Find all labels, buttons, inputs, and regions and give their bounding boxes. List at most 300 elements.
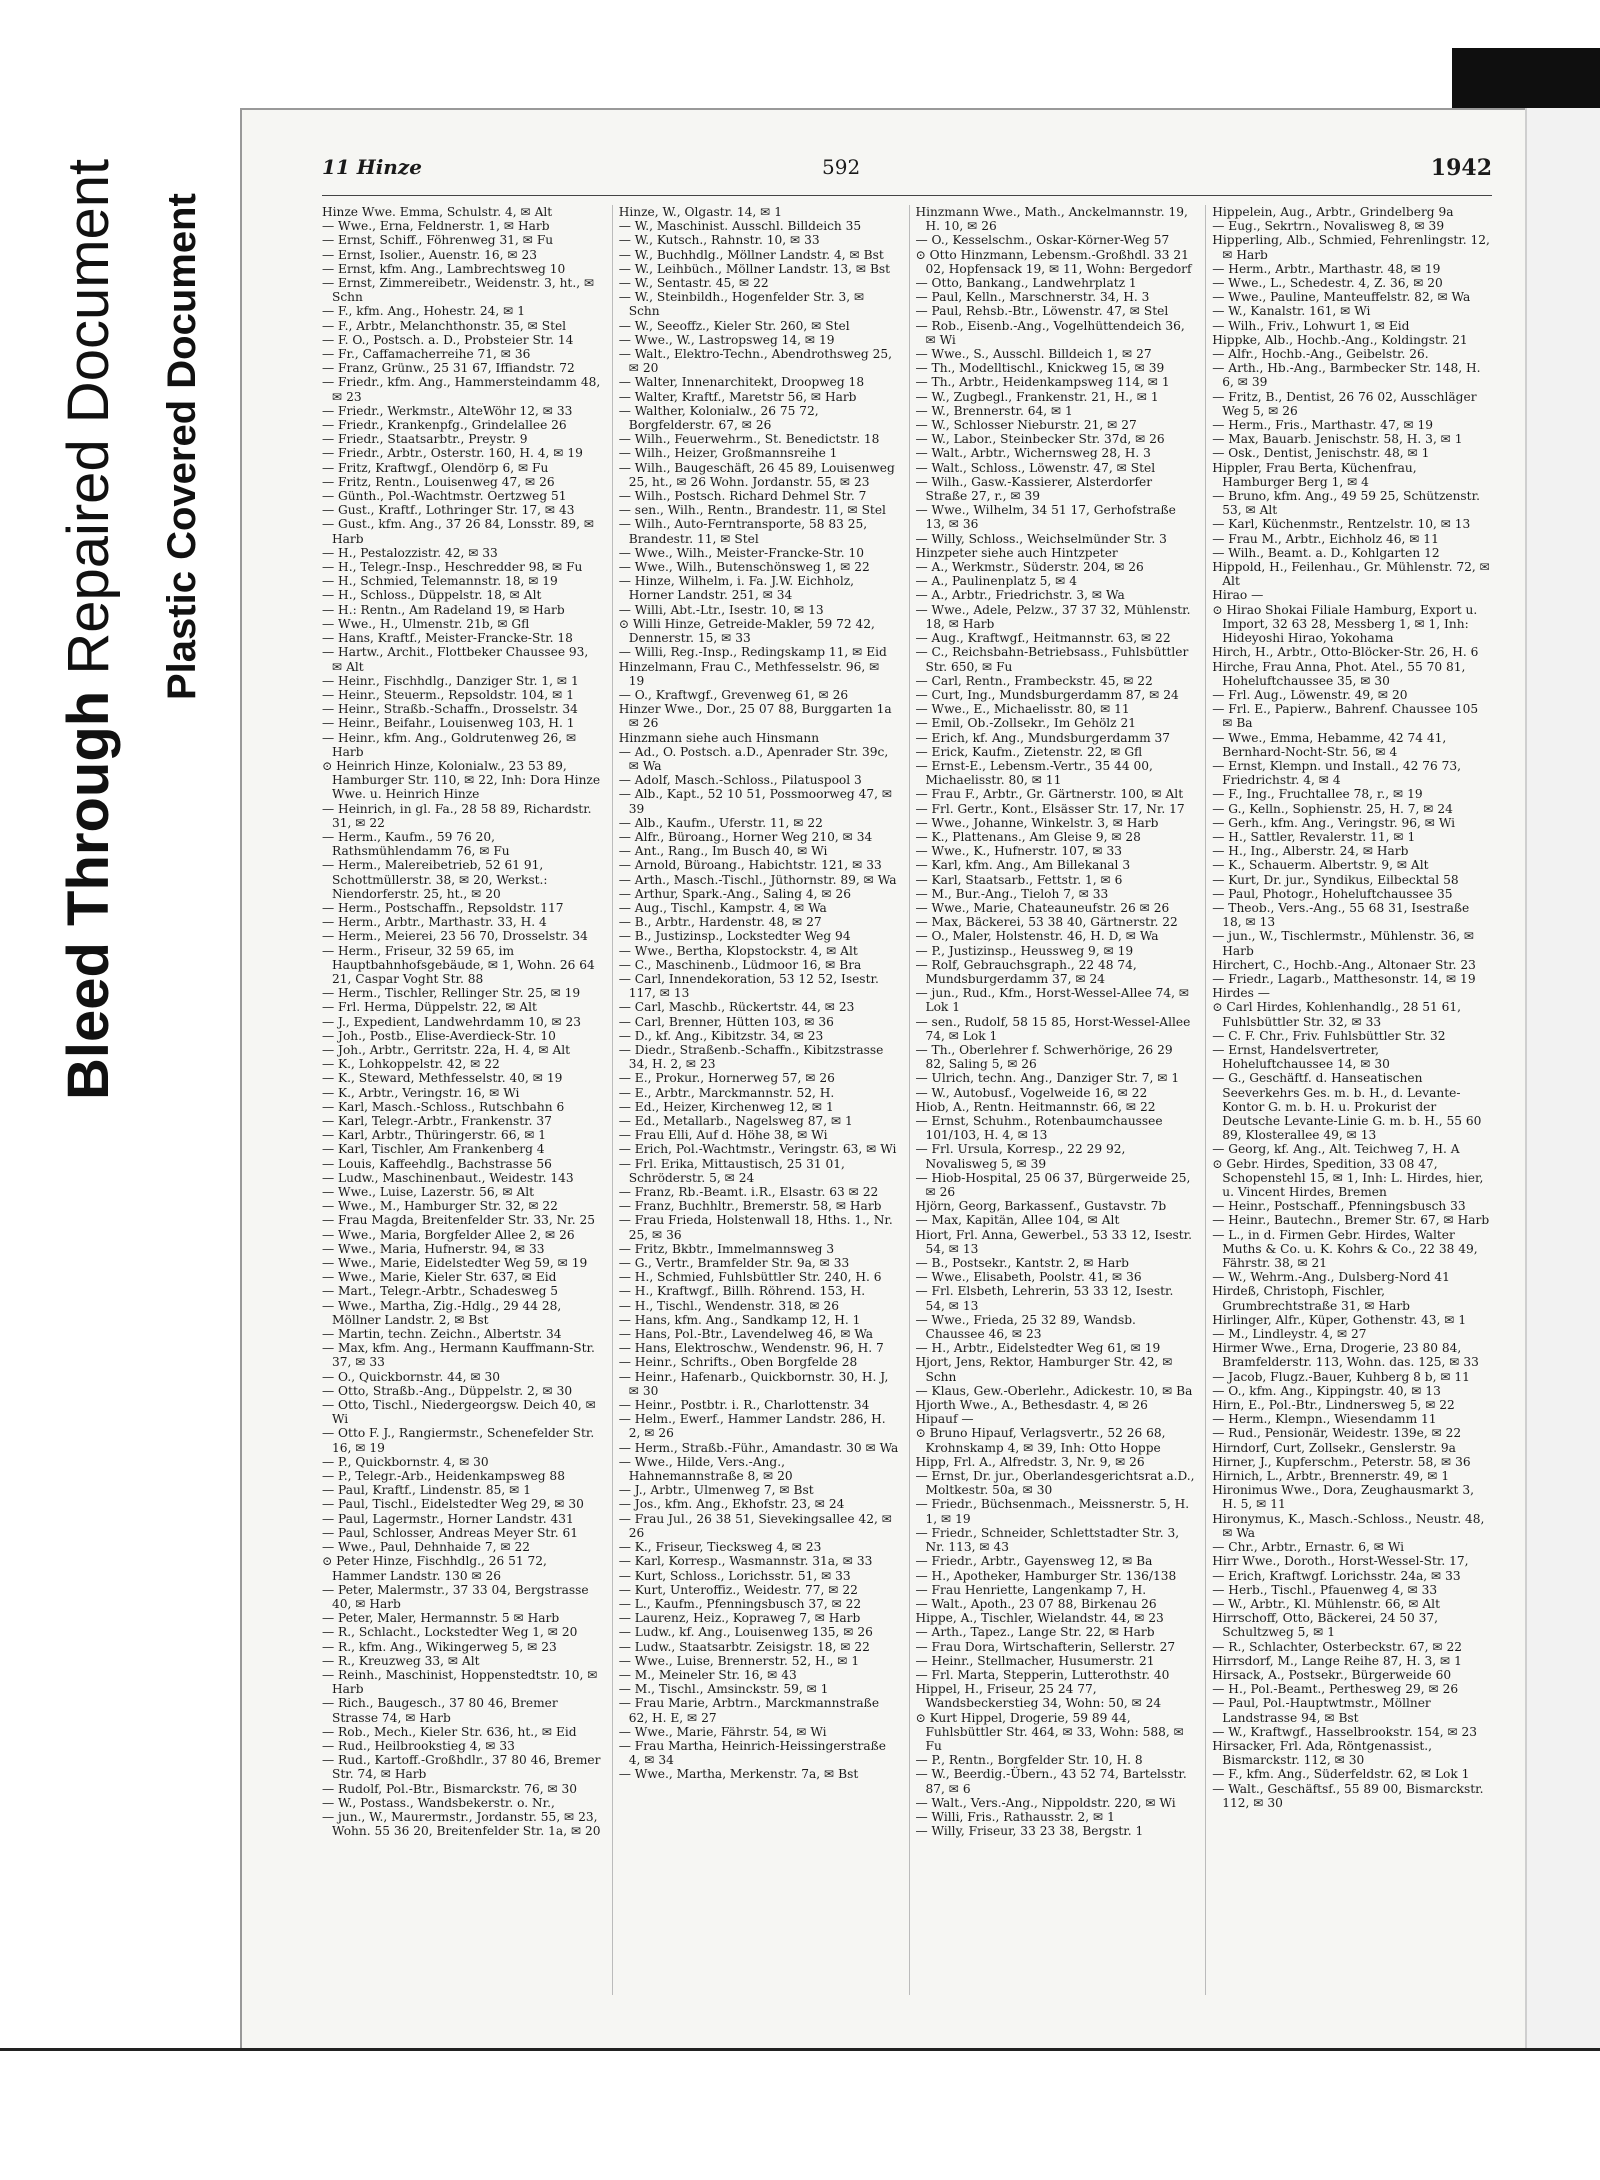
directory-entry: — Karl, Küchenmstr., Rentzelstr. 10, ✉ 13 <box>1212 517 1471 532</box>
directory-entry: — jun., W., Maurermstr., Jordanstr. 55, ✉ 23, Wohn. 55 36 20, Breitenfelder Str. 1a, ✉ 20 <box>322 1809 601 1839</box>
directory-entry: — Frau Marie, Arbtrn., Marckmannstraße 62, H. E, ✉ 27 <box>618 1696 880 1725</box>
directory-entry: — Wwe., S., Ausschl. Billdeich 1, ✉ 27 <box>915 347 1152 362</box>
directory-entry: Hirchert, C., Hochb.-Ang., Altonaer Str. 23 <box>1212 957 1476 972</box>
directory-entry: — Rud., Heilbrookstieg 4, ✉ 33 <box>322 1738 515 1753</box>
directory-entry: — Hinze, Wilhelm, i. Fa. J.W. Eichholz, Horner Landstr. 251, ✉ 34 <box>618 574 855 603</box>
directory-entry: — O., Quickbornstr. 44, ✉ 30 <box>322 1369 500 1384</box>
directory-entry: — Max, Bauarb. Jenischstr. 58, H. 3, ✉ 1 <box>1212 432 1463 447</box>
directory-entry: — Karl, kfm. Ang., Am Billekanal 3 <box>915 858 1131 873</box>
directory-entry: — Aug., Kraftwgf., Heitmannstr. 63, ✉ 22 <box>915 631 1171 646</box>
directory-entry: — Carl, Brenner, Hütten 103, ✉ 36 <box>618 1014 834 1029</box>
directory-entry: — Klaus, Gew.-Oberlehr., Adickestr. 10, ✉ Ba <box>915 1383 1193 1398</box>
directory-entry: — H., Schmied, Telemannstr. 18, ✉ 19 <box>322 574 558 589</box>
directory-entry: Hinzelmann, Frau C., Methfesselstr. 96, ✉ 19 <box>618 659 880 688</box>
directory-entry: ⊙ Hirao Shokai Filiale Hamburg, Export u. Import, 32 63 28, Messberg 1, ✉ 1, Inh: Hideyoshi Hirao, Yokohama <box>1212 602 1478 646</box>
directory-entry: — C., Reichsbahn-Betriebsass., Fuhlsbüttler Str. 650, ✉ Fu <box>915 645 1189 674</box>
directory-entry: — B., Postsekr., Kantstr. 2, ✉ Harb <box>915 1256 1129 1271</box>
directory-entry: — Max, kfm. Ang., Hermann Kauffmann-Str. 37, ✉ 33 <box>322 1341 595 1370</box>
directory-entry: — R., Kreuzweg 33, ✉ Alt <box>322 1653 480 1668</box>
directory-entry: — Paul, Kraftf., Lindenstr. 85, ✉ 1 <box>322 1483 531 1498</box>
directory-entry: — O., kfm. Ang., Kippingstr. 40, ✉ 13 <box>1212 1383 1441 1398</box>
directory-entry: — Kurt, Schloss., Lorichsstr. 51, ✉ 33 <box>618 1568 851 1583</box>
directory-entry: Hinzmann siehe auch Hinsmann <box>618 730 820 745</box>
directory-entry: — D., kf. Ang., Kibitzstr. 34, ✉ 23 <box>618 1028 824 1043</box>
directory-entry: — Ant., Rang., Im Busch 40, ✉ Wi <box>618 844 828 859</box>
directory-entry: — Wwe., Wilh., Butenschönsweg 1, ✉ 22 <box>618 560 870 575</box>
directory-entry: — G., Kelln., Sophienstr. 25, H. 7, ✉ 24 <box>1212 801 1453 816</box>
directory-entry: — Peter, Maler, Hermannstr. 5 ✉ Harb <box>322 1611 560 1626</box>
directory-entry: — W., Beerdig.-Übern., 43 52 74, Bartelsstr. 87, ✉ 6 <box>915 1767 1187 1796</box>
directory-entry: — Fritz, Rentn., Louisenweg 47, ✉ 26 <box>322 474 555 489</box>
directory-entry: — Frau F., Arbtr., Gr. Gärtnerstr. 100, ✉ Alt <box>915 787 1184 802</box>
directory-entry: — Wwe., Emma, Hebamme, 42 74 41, Bernhard-Nocht-Str. 56, ✉ 4 <box>1212 730 1447 759</box>
directory-entry: — Chr., Arbtr., Ernastr. 6, ✉ Wi <box>1212 1540 1405 1555</box>
directory-entry: — W., Wehrm.-Ang., Dulsberg-Nord 41 <box>1212 1270 1450 1285</box>
directory-entry: — Wwe., Elisabeth, Poolstr. 41, ✉ 36 <box>915 1270 1142 1285</box>
top-margin <box>0 0 1600 48</box>
directory-entry: — H., Arbtr., Eidelstedter Weg 61, ✉ 19 <box>915 1341 1161 1356</box>
directory-entry: — A., Werkmstr., Süderstr. 204, ✉ 26 <box>915 560 1144 575</box>
directory-entry: — Wwe., L., Schedestr. 4, Z. 36, ✉ 20 <box>1212 276 1443 291</box>
directory-entry: Hiob, A., Rentn. Heitmannstr. 66, ✉ 22 <box>915 1099 1156 1114</box>
directory-entry: — G., Geschäftf. d. Hanseatischen Seeverkehrs Ges. m. b. H., d. Levante-Kontor G. m. b. H. u. Prokurist der Deutsche Levante-Linie G. m. b. H., 55 60 89, Klosterallee 49, ✉ 13 <box>1212 1071 1482 1143</box>
directory-entry: — O., Kraftwgf., Grevenweg 61, ✉ 26 <box>618 687 849 702</box>
directory-entry: — Fritz, Kraftwgf., Olendörp 6, ✉ Fu <box>322 460 549 475</box>
directory-entry: — Wilh., Heizer, Großmannsreihe 1 <box>618 446 838 461</box>
directory-entry: — Wwe., K., Hufnerstr. 107, ✉ 33 <box>915 844 1122 859</box>
directory-entry: — Heinr., Steuerm., Repsoldstr. 104, ✉ 1 <box>322 687 575 702</box>
scan-black-corner <box>1452 48 1600 110</box>
directory-entry: Hirndorf, Curt, Zollsekr., Genslerstr. 9a <box>1212 1440 1456 1455</box>
directory-entry: — Herm., Friseur, 32 59 65, im Hauptbahnhofsgebäude, ✉ 1, Wohn. 26 64 21, Caspar Voght Str. 88 <box>322 943 595 986</box>
directory-entry: — Karl, Korresp., Wasmannstr. 31a, ✉ 33 <box>618 1554 873 1569</box>
directory-entry: Hirdeß, Christoph, Fischler, Grumbrechtstraße 31, ✉ Harb <box>1212 1284 1410 1313</box>
directory-entry: — Günth., Pol.-Wachtmstr. Oertzweg 51 <box>322 489 567 504</box>
directory-entry: — Herm., Arbtr., Marthastr. 48, ✉ 19 <box>1212 261 1441 276</box>
directory-entry: — Friedr., Krankenpfg., Grindelallee 26 <box>322 418 567 433</box>
directory-entry: — M., Lindleystr. 4, ✉ 27 <box>1212 1327 1367 1342</box>
directory-entry: — Curt, Ing., Mundsburgerdamm 87, ✉ 24 <box>915 687 1179 702</box>
directory-entry: — Willy, Friseur, 33 23 38, Bergstr. 1 <box>915 1824 1144 1839</box>
directory-entry: — Ed., Heizer, Kirchenweg 12, ✉ 1 <box>618 1099 834 1114</box>
directory-entry: — Kurt, Unteroffiz., Weidestr. 77, ✉ 22 <box>618 1582 858 1597</box>
directory-entry: — Kurt, Dr. jur., Syndikus, Eilbecktal 58 <box>1212 872 1459 887</box>
directory-entry: Hirdes — <box>1212 986 1270 1001</box>
directory-entry: — Frau Henriette, Langenkamp 7, H. <box>915 1582 1147 1597</box>
directory-entry: — H., Schmied, Fuhlsbüttler Str. 240, H. 6 <box>618 1270 882 1285</box>
directory-entry: — Theob., Vers.-Ang., 55 68 31, Isestraße 18, ✉ 13 <box>1212 900 1470 930</box>
directory-entry: Hjort, Jens, Rektor, Hamburger Str. 42, ✉ Schn <box>915 1355 1173 1384</box>
directory-entry: — Ernst, kfm. Ang., Lambrechtsweg 10 <box>322 261 566 276</box>
directory-entry: — Frau Magda, Breitenfelder Str. 33, Nr. 25 <box>322 1213 596 1228</box>
directory-entry: — Wilh., Gasw.-Kassierer, Alsterdorfer Straße 27, r., ✉ 39 <box>915 474 1153 504</box>
directory-entry: — Wwe., Marie, Fährstr. 54, ✉ Wi <box>618 1724 827 1739</box>
bottom-margin <box>0 2048 1600 2180</box>
directory-entry: — Alfr., Hochb.-Ang., Geibelstr. 26. <box>1212 347 1429 362</box>
directory-entry: — P., Telegr.-Arb., Heidenkampsweg 88 <box>322 1469 565 1484</box>
directory-entry: — W., Steinbildh., Hogenfelder Str. 3, ✉ Schn <box>618 290 865 319</box>
directory-entry: Hirmer Wwe., Erna, Drogerie, 23 80 84, Bramfelderstr. 113, Wohn. das. 125, ✉ 33 <box>1212 1341 1479 1370</box>
directory-entry: — Karl, Masch.-Schloss., Rutschbahn 6 <box>322 1099 565 1114</box>
directory-entry: — Mart., Telegr.-Arbtr., Schadesweg 5 <box>322 1284 559 1299</box>
directory-entry: Hippler, Frau Berta, Küchenfrau, Hamburger Berg 1, ✉ 4 <box>1212 460 1417 489</box>
directory-entry: Hirch, H., Arbtr., Otto-Blöcker-Str. 26, H. 6 <box>1212 645 1479 660</box>
directory-entry: — H., Kraftwgf., Billh. Röhrend. 153, H. <box>618 1284 866 1299</box>
directory-entry: — Rob., Mech., Kieler Str. 636, ht., ✉ Eid <box>322 1724 577 1739</box>
directory-entry: — Joh., Postb., Elise-Averdieck-Str. 10 <box>322 1028 556 1043</box>
directory-entry: — Wwe., Johanne, Winkelstr. 3, ✉ Harb <box>915 815 1159 830</box>
directory-entry: ⊙ Gebr. Hirdes, Spedition, 33 08 47, Schopenstehl 15, ✉ 1, Inh: L. Hirdes, hier, u. Vincent Hirdes, Bremen <box>1212 1156 1484 1200</box>
column-1 <box>322 205 602 1995</box>
directory-entry: Hinzpeter siehe auch Hintzpeter <box>915 545 1118 560</box>
directory-entry: — W., Kanalstr. 161, ✉ Wi <box>1212 304 1371 319</box>
directory-entry: — Otto F. J., Rangiermstr., Schenefelder Str. 16, ✉ 19 <box>322 1426 595 1455</box>
directory-entry: — Rolf, Gebrauchsgraph., 22 48 74, Mundsburgerdamm 37, ✉ 24 <box>915 957 1137 986</box>
directory-entry: Hirn, E., Pol.-Btr., Lindnersweg 5, ✉ 22 <box>1212 1398 1455 1413</box>
directory-entry: — Louis, Kaffeehdlg., Bachstrasse 56 <box>322 1156 552 1171</box>
directory-entry: — W., Buchhdlg., Möllner Landstr. 4, ✉ Bst <box>618 247 884 262</box>
directory-entry: — H., Ing., Alberstr. 24, ✉ Harb <box>1212 844 1409 859</box>
directory-entry: — Ludw., Staatsarbtr. Zeisigstr. 18, ✉ 22 <box>618 1639 870 1654</box>
directory-entry: — Aug., Tischl., Kampstr. 4, ✉ Wa <box>618 900 827 915</box>
directory-entry: — Fritz, B., Dentist, 26 76 02, Ausschläger Weg 5, ✉ 26 <box>1212 389 1477 418</box>
directory-entry: — Heinrich, in gl. Fa., 28 58 89, Richardstr. 31, ✉ 22 <box>322 801 592 830</box>
directory-entry: — Adolf, Masch.-Schloss., Pilatuspool 3 <box>618 773 862 788</box>
directory-entry: — Frau Dora, Wirtschafterin, Sellerstr. 27 <box>915 1639 1176 1654</box>
directory-entry: — W., Kutsch., Rahnstr. 10, ✉ 33 <box>618 233 820 248</box>
directory-entry: — E., Arbtr., Marckmannstr. 52, H. <box>618 1085 835 1100</box>
directory-entry: — Wwe., Bertha, Klopstockstr. 4, ✉ Alt <box>618 943 858 958</box>
directory-entry: — B., Arbtr., Hardenstr. 48, ✉ 27 <box>618 915 822 930</box>
directory-entry: — Heinr., Beifahr., Louisenweg 103, H. 1 <box>322 716 575 731</box>
directory-entry: — W., Autobusf., Vogelweide 16, ✉ 22 <box>915 1085 1148 1100</box>
directory-entry: — Frl. Aug., Löwenstr. 49, ✉ 20 <box>1212 687 1408 702</box>
plastic-covered-label: Plastic Covered Document <box>160 193 204 700</box>
directory-entry: — Herm., Arbtr., Marthastr. 33, H. 4 <box>322 915 547 930</box>
directory-entry: — jun., W., Tischlermstr., Mühlenstr. 36, ✉ Harb <box>1212 929 1475 958</box>
directory-entry: — Heinr., Schrifts., Oben Borgfelde 28 <box>618 1355 858 1370</box>
directory-entry: — K., Schauerm. Albertstr. 9, ✉ Alt <box>1212 858 1429 873</box>
directory-entry: — K., Friseur, Tiecksweg 4, ✉ 23 <box>618 1540 822 1555</box>
directory-entry: — Wwe., E., Michaelisstr. 80, ✉ 11 <box>915 702 1130 717</box>
directory-entry: — Wwe., Wilhelm, 34 51 17, Gerhofstraße 13, ✉ 36 <box>915 503 1176 532</box>
directory-entry: — Th., Arbtr., Heidenkampsweg 114, ✉ 1 <box>915 375 1170 390</box>
directory-entry: — Wwe., Marie, Kieler Str. 637, ✉ Eid <box>322 1270 557 1285</box>
directory-entry: — H., Pol.-Beamt., Perthesweg 29, ✉ 26 <box>1212 1682 1459 1697</box>
directory-entry: — Herm., Postschaffn., Repsoldstr. 117 <box>322 900 564 915</box>
directory-entry: — Willi, Fris., Rathausstr. 2, ✉ 1 <box>915 1809 1115 1824</box>
directory-entry: — Franz, Buchhltr., Bremerstr. 58, ✉ Harb <box>618 1199 882 1214</box>
directory-entry: — Wwe., Hilde, Vers.-Ang., Hahnemannstraße 8, ✉ 20 <box>618 1454 793 1484</box>
directory-entry: — Ernst-E., Lebensm.-Vertr., 35 44 00, Michaelisstr. 80, ✉ 11 <box>915 758 1153 788</box>
directory-entry: — Walt., Schloss., Löwenstr. 47, ✉ Stel <box>915 460 1156 475</box>
directory-entry: — Wwe., Frieda, 25 32 89, Wandsb. Chaussee 46, ✉ 23 <box>915 1312 1136 1342</box>
directory-entry: Hinzmann Wwe., Math., Anckelmannstr. 19, H. 10, ✉ 26 <box>915 205 1188 234</box>
directory-entry: — M., Bur.-Ang., Tieloh 7, ✉ 33 <box>915 886 1109 901</box>
directory-entry: — Karl, Tischler, Am Frankenberg 4 <box>322 1142 545 1157</box>
directory-entry: — Arth., Tapez., Lange Str. 22, ✉ Harb <box>915 1625 1155 1640</box>
directory-entry: Hironimus Wwe., Dora, Zeughausmarkt 3, H. 5, ✉ 11 <box>1212 1483 1474 1512</box>
directory-entry: — Frl. Erika, Mittaustisch, 25 31 01, Schröderstr. 5, ✉ 24 <box>618 1156 845 1185</box>
directory-entry: — Frau Martha, Heinrich-Heissingerstraße 4, ✉ 34 <box>618 1738 886 1768</box>
directory-entry: Hippke, Alb., Hochb.-Ang., Koldingstr. 21 <box>1212 332 1468 347</box>
directory-entry: — Ludw., kf. Ang., Louisenweg 135, ✉ 26 <box>618 1625 873 1640</box>
directory-entry: Hirr Wwe., Doroth., Horst-Wessel-Str. 17, <box>1212 1554 1469 1569</box>
directory-entry: — Willi, Abt.-Ltr., Isestr. 10, ✉ 13 <box>618 602 824 617</box>
directory-entry: — H., Schloss., Düppelstr. 18, ✉ Alt <box>322 588 542 603</box>
directory-entry: — Hans, Elektroschw., Wendenstr. 96, H. 7 <box>618 1341 884 1356</box>
directory-entry: — F., kfm. Ang., Süderfeldstr. 62, ✉ Lok 1 <box>1212 1767 1470 1782</box>
directory-entry: — Hans, kfm. Ang., Sandkamp 12, H. 1 <box>618 1312 861 1327</box>
directory-entry: — Carl, Maschb., Rückertstr. 44, ✉ 23 <box>618 1000 855 1015</box>
directory-entry: — Wwe., Martha, Merkenstr. 7a, ✉ Bst <box>618 1767 859 1782</box>
directory-entry: — O., Kesselschm., Oskar-Körner-Weg 57 <box>915 233 1170 248</box>
directory-entry: — Frl. Herma, Düppelstr. 22, ✉ Alt <box>322 1000 537 1015</box>
directory-entry: — Gust., Kraftf., Lothringer Str. 17, ✉ 43 <box>322 503 575 518</box>
directory-columns <box>322 205 1492 1995</box>
directory-entry: — Alb., Kapt., 52 10 51, Possmoorweg 47, ✉ 39 <box>618 787 893 816</box>
directory-entry: — Heinr., Stellmacher, Husumerstr. 21 <box>915 1653 1155 1668</box>
directory-entry: — C. F. Chr., Friv. Fuhlsbüttler Str. 32 <box>1212 1028 1446 1043</box>
directory-entry: — Wwe., Erna, Feldnerstr. 1, ✉ Harb <box>322 219 550 234</box>
directory-entry: — Ernst, Zimmereibetr., Weidenstr. 3, ht., ✉ Schn <box>322 276 595 305</box>
directory-entry: — W., Kraftwgf., Hasselbrookstr. 154, ✉ 23 <box>1212 1724 1478 1739</box>
directory-entry: Hinze, W., Olgastr. 14, ✉ 1 <box>618 205 782 219</box>
directory-entry: — Wwe., H., Ulmenstr. 21b, ✉ Gfl <box>322 616 530 631</box>
directory-entry: — A., Paulinenplatz 5, ✉ 4 <box>915 574 1077 589</box>
directory-entry: — Eug., Sekrtrn., Novalisweg 8, ✉ 39 <box>1212 219 1445 234</box>
directory-entry: — Peter, Malermstr., 37 33 04, Bergstrasse 40, ✉ Harb <box>322 1582 589 1611</box>
directory-entry: — Walt., Vers.-Ang., Nippoldstr. 220, ✉ Wi <box>915 1795 1176 1810</box>
column-4 <box>1205 205 1492 1995</box>
directory-entry: — jun., Rud., Kfm., Horst-Wessel-Allee 74, ✉ Lok 1 <box>915 986 1190 1015</box>
directory-entry: — Franz, Rb.-Beamt. i.R., Elsastr. 63 ✉ 22 <box>618 1185 879 1200</box>
repaired-document-text: Repaired Document <box>56 158 121 675</box>
directory-entry: — Helm., Ewerf., Hammer Landstr. 286, H. 2, ✉ 26 <box>618 1412 886 1441</box>
directory-entry: — Carl, Innendekoration, 53 12 52, Isestr. 117, ✉ 13 <box>618 971 879 1001</box>
directory-entry: — W., Sentastr. 45, ✉ 22 <box>618 276 769 291</box>
directory-entry: — L., in d. Firmen Gebr. Hirdes, Walter Muths & Co. u. K. Kohrs & Co., 22 38 49, Fährstr. 38, ✉ 21 <box>1212 1227 1478 1271</box>
directory-entry: — Wilh., Postsch. Richard Dehmel Str. 7 <box>618 489 867 504</box>
directory-entry: — Hans, Pol.-Btr., Lavendelweg 46, ✉ Wa <box>618 1327 874 1342</box>
directory-entry: — Willy, Schloss., Weichselmünder Str. 3 <box>915 531 1167 546</box>
directory-entry: — Gerh., kfm. Ang., Veringstr. 96, ✉ Wi <box>1212 815 1456 830</box>
directory-entry: ⊙ Bruno Hipauf, Verlagsvertr., 52 26 68, Krohnskamp 4, ✉ 39, Inh: Otto Hoppe <box>915 1426 1166 1455</box>
directory-entry: — W., Maschinist. Ausschl. Billdeich 35 <box>618 219 862 234</box>
directory-entry: ⊙ Carl Hirdes, Kohlenhandlg., 28 51 61, Fuhlsbüttler Str. 32, ✉ 33 <box>1212 1000 1462 1029</box>
directory-entry: — K., Plattenans., Am Gleise 9, ✉ 28 <box>915 829 1141 844</box>
directory-entry: Hjorth Wwe., A., Bethesdastr. 4, ✉ 26 <box>915 1398 1148 1413</box>
directory-entry: — Walter, Innenarchitekt, Droopweg 18 <box>618 375 865 390</box>
directory-entry: Hirlinger, Alfr., Küper, Gothenstr. 43, ✉ 1 <box>1212 1312 1467 1327</box>
directory-entry: — Jacob, Flugz.-Bauer, Kuhberg 8 b, ✉ 11 <box>1212 1369 1470 1384</box>
directory-entry: — Frau Frieda, Holstenwall 18, Hths. 1., Nr. 25, ✉ 36 <box>618 1213 893 1242</box>
directory-entry: — Wwe., Martha, Zig.-Hdlg., 29 44 28, Möllner Landstr. 2, ✉ Bst <box>322 1298 562 1327</box>
directory-entry: — Heinr., Fischhdlg., Danziger Str. 1, ✉ 1 <box>322 673 579 688</box>
directory-entry: — H., Telegr.-Insp., Heschredder 98, ✉ Fu <box>322 560 583 575</box>
directory-entry: — Rudolf, Pol.-Btr., Bismarckstr. 76, ✉ 30 <box>322 1781 578 1796</box>
directory-entry: — Ernst, Dr. jur., Oberlandesgerichtsrat a.D., Moltkestr. 50a, ✉ 30 <box>915 1469 1195 1498</box>
directory-entry: — F., Ing., Fruchtallee 78, r., ✉ 19 <box>1212 787 1423 802</box>
directory-entry: — Herm., Straßb.-Führ., Amandastr. 30 ✉ Wa <box>618 1440 899 1455</box>
directory-entry: — K., Arbtr., Veringstr. 16, ✉ Wi <box>322 1085 520 1100</box>
directory-entry: — H., Sattler, Revalerstr. 11, ✉ 1 <box>1212 829 1416 844</box>
directory-entry: — Hiob-Hospital, 25 06 37, Bürgerweide 25, ✉ 26 <box>915 1170 1191 1200</box>
directory-entry: — Paul, Tischl., Eidelstedter Weg 29, ✉ 30 <box>322 1497 584 1512</box>
directory-entry: — Paul, Schlosser, Andreas Meyer Str. 61 <box>322 1525 579 1540</box>
directory-entry: — Friedr., Staatsarbtr., Preystr. 9 <box>322 432 528 447</box>
page-header <box>322 155 1492 196</box>
directory-entry: — Friedr., Arbtr., Gayensweg 12, ✉ Ba <box>915 1554 1153 1569</box>
directory-entry: — Wilh., Baugeschäft, 26 45 89, Louisenweg 25, ht., ✉ 26 Wohn. Jordanstr. 55, ✉ 23 <box>618 460 895 489</box>
directory-entry: — Arth., Hb.-Ang., Barmbecker Str. 148, H. 6, ✉ 39 <box>1212 361 1481 390</box>
directory-entry: — Erich, Pol.-Wachtmstr., Veringstr. 63, ✉ Wi <box>618 1142 897 1157</box>
directory-entry: — Joh., Arbtr., Gerritstr. 22a, H. 4, ✉ Alt <box>322 1042 571 1057</box>
directory-entry: — W., Brennerstr. 64, ✉ 1 <box>915 403 1073 418</box>
directory-entry: Hinzer Wwe., Dor., 25 07 88, Burggarten 1a ✉ 26 <box>618 702 892 731</box>
directory-entry: — R., Schlachter, Osterbeckstr. 67, ✉ 22 <box>1212 1639 1462 1654</box>
directory-entry: — E., Prokur., Hornerweg 57, ✉ 26 <box>618 1071 835 1086</box>
directory-entry: — Frl. Elsbeth, Lehrerin, 53 33 12, Isestr. 54, ✉ 13 <box>915 1284 1174 1313</box>
directory-entry: — K., Lohkoppelstr. 42, ✉ 22 <box>322 1057 500 1072</box>
directory-entry: — Wwe., W., Lastropsweg 14, ✉ 19 <box>618 332 835 347</box>
directory-entry: — Friedr., Lagarb., Matthesonstr. 14, ✉ 19 <box>1212 971 1476 986</box>
directory-entry: — Heinr., Postschaff., Pfenningsbusch 33 <box>1212 1199 1466 1214</box>
directory-entry: — Ernst, Isolier., Auenstr. 16, ✉ 23 <box>322 247 538 262</box>
directory-entry: Hironymus, K., Masch.-Schloss., Neustr. 48, ✉ Wa <box>1212 1511 1485 1540</box>
directory-entry: — Ed., Metallarb., Nagelsweg 87, ✉ 1 <box>618 1114 853 1128</box>
directory-entry: — Arnold, Büroang., Habichtstr. 121, ✉ 33 <box>618 858 882 873</box>
directory-entry: — Herm., Fris., Marthastr. 47, ✉ 19 <box>1212 418 1434 433</box>
directory-entry: — R., Schlacht., Lockstedter Weg 1, ✉ 20 <box>322 1625 578 1640</box>
directory-entry: — Frl. Ursula, Korresp., 22 29 92, Novalisweg 5, ✉ 39 <box>915 1142 1126 1171</box>
header-year: 1942 <box>1430 155 1492 181</box>
directory-entry: Hirnich, L., Arbtr., Brennerstr. 49, ✉ 1 <box>1212 1469 1450 1484</box>
directory-entry: — Hartw., Archit., Flottbeker Chaussee 93, ✉ Alt <box>322 645 589 674</box>
directory-entry: — H., Pestalozzistr. 42, ✉ 33 <box>322 545 498 560</box>
directory-entry: — C., Maschinenb., Lüdmoor 16, ✉ Bra <box>618 957 862 972</box>
directory-entry: — Max, Bäckerei, 53 38 40, Gärtnerstr. 22 <box>915 915 1178 930</box>
directory-entry: — Walther, Kolonialw., 26 75 72, Borgfelderstr. 67, ✉ 26 <box>618 403 819 433</box>
scan-right-strip <box>1525 108 1600 2048</box>
directory-entry: — Frau Jul., 26 38 51, Sievekingsallee 42, ✉ 26 <box>618 1511 892 1540</box>
directory-entry: — Walter, Kraftf., Maretstr 56, ✉ Harb <box>618 389 857 404</box>
directory-entry: — Martin, techn. Zeichn., Albertstr. 34 <box>322 1327 562 1342</box>
directory-entry: — Friedr., Arbtr., Osterstr. 160, H. 4, ✉ 19 <box>322 446 583 461</box>
directory-entry: — H.: Rentn., Am Radeland 19, ✉ Harb <box>322 602 565 617</box>
directory-entry: — Friedr., kfm. Ang., Hammersteindamm 48, ✉ 23 <box>322 375 601 404</box>
directory-entry: Hinze Wwe. Emma, Schulstr. 4, ✉ Alt <box>322 205 553 219</box>
directory-entry: Hippel, H., Friseur, 25 24 77, Wandsbeckerstieg 34, Wohn: 50, ✉ 24 <box>915 1682 1162 1711</box>
directory-entry: — Ernst, Schiff., Föhrenweg 31, ✉ Fu <box>322 233 554 248</box>
directory-entry: Hirrsdorf, M., Lange Reihe 87, H. 3, ✉ 1 <box>1212 1653 1462 1668</box>
directory-entry: — Wwe., Maria, Hufnerstr. 94, ✉ 33 <box>322 1241 545 1256</box>
directory-entry: — Reinh., Maschinist, Hoppenstedtstr. 10, ✉ Harb <box>322 1667 598 1697</box>
directory-entry: — Ernst, Klempn. und Install., 42 76 73, Friedrichstr. 4, ✉ 4 <box>1212 758 1461 788</box>
directory-entry: — Paul, Rehsb.-Btr., Löwenstr. 47, ✉ Stel <box>915 304 1169 319</box>
directory-entry: — Erick, Kaufm., Zietenstr. 22, ✉ Gfl <box>915 744 1143 759</box>
directory-entry: — Walt., Geschäftsf., 55 89 00, Bismarckstr. 112, ✉ 30 <box>1212 1781 1484 1810</box>
directory-entry: — Hans, Kraftf., Meister-Francke-Str. 18 <box>322 631 573 646</box>
directory-entry: — Paul, Pol.-Hauptwtmstr., Möllner Landstrasse 94, ✉ Bst <box>1212 1696 1431 1725</box>
directory-entry: — F., kfm. Ang., Hohestr. 24, ✉ 1 <box>322 304 526 319</box>
directory-entry: — P., Justizinsp., Heussweg 9, ✉ 19 <box>915 943 1134 958</box>
directory-entry: — Otto, Tischl., Niedergeorgsw. Deich 40, ✉ Wi <box>322 1398 596 1427</box>
directory-entry: — Fritz, Bkbtr., Immelmannsweg 3 <box>618 1241 835 1256</box>
directory-entry: — Wwe., Pauline, Manteuffelstr. 82, ✉ Wa <box>1212 290 1471 305</box>
directory-entry: — Friedr., Werkmstr., AlteWöhr 12, ✉ 33 <box>322 403 573 418</box>
directory-entry: — M., Meineler Str. 16, ✉ 43 <box>618 1667 797 1682</box>
directory-entry: — Alb., Kaufm., Uferstr. 11, ✉ 22 <box>618 815 823 830</box>
directory-entry: — Rich., Baugesch., 37 80 46, Bremer Strasse 74, ✉ Harb <box>322 1696 558 1725</box>
directory-entry: — Walt., Elektro-Techn., Abendrothsweg 25, ✉ 20 <box>618 347 892 376</box>
directory-entry: — M., Tischl., Amsinckstr. 59, ✉ 1 <box>618 1682 829 1697</box>
directory-entry: — Bruno, kfm. Ang., 49 59 25, Schützenstr. 53, ✉ Alt <box>1212 489 1480 518</box>
directory-entry: Hiort, Frl. Anna, Gewerbel., 53 33 12, Isestr. 54, ✉ 13 <box>915 1227 1193 1256</box>
directory-entry: — Th., Oberlehrer f. Schwerhörige, 26 29 82, Saling 5, ✉ 26 <box>915 1042 1173 1072</box>
directory-entry: — A., Arbtr., Friedrichstr. 3, ✉ Wa <box>915 588 1125 603</box>
directory-entry: Hirao — <box>1212 588 1264 603</box>
directory-entry: — Herm., Malereibetrieb, 52 61 91, Schottmüllerstr. 38, ✉ 20, Werkst.: Niendorferstr. 25, ht., ✉ 20 <box>322 858 548 901</box>
directory-entry: — Frl. E., Papierw., Bahrenf. Chaussee 105 ✉ Ba <box>1212 702 1479 731</box>
directory-entry: — P., Quickbornstr. 4, ✉ 30 <box>322 1454 489 1469</box>
column-1-entries <box>322 205 602 1838</box>
directory-entry: — Frl. Marta, Stepperin, Lutterothstr. 40 <box>915 1667 1170 1682</box>
directory-entry: — H., Apotheker, Hamburger Str. 136/138 <box>915 1568 1177 1583</box>
directory-entry: — Herm., Meierei, 23 56 70, Drosselstr. 34 <box>322 929 588 944</box>
directory-entry: — Heinr., Hafenarb., Quickbornstr. 30, H. J, ✉ 30 <box>618 1369 889 1398</box>
directory-entry: Hirrschoff, Otto, Bäckerei, 24 50 37, Schultzweg 5, ✉ 1 <box>1212 1611 1439 1640</box>
directory-entry: — Wwe., Adele, Pelzw., 37 37 32, Mühlenstr. 18, ✉ Harb <box>915 602 1191 631</box>
directory-entry: — Herm., Klempn., Wiesendamm 11 <box>1212 1412 1437 1427</box>
directory-entry: — W., Leihbüch., Möllner Landstr. 13, ✉ Bst <box>618 261 891 276</box>
directory-entry: Hjörn, Georg, Barkassenf., Gustavstr. 7b <box>915 1199 1167 1214</box>
directory-entry: ⊙ Heinrich Hinze, Kolonialw., 23 53 89, Hamburger Str. 110, ✉ 22, Inh: Dora Hinze Wwe. u. Heinrich Hinze <box>322 758 601 802</box>
header-section-title: 11 Hinze <box>322 155 422 179</box>
directory-entry: — P., Rentn., Borgfelder Str. 10, H. 8 <box>915 1753 1143 1768</box>
directory-entry: Hippelein, Aug., Arbtr., Grindelberg 9a <box>1212 205 1454 219</box>
directory-entry: — Franz, Grünw., 25 31 67, Iffiandstr. 72 <box>322 361 575 376</box>
directory-entry: ⊙ Otto Hinzmann, Lebensm.-Großhdl. 33 21 02, Hopfensack 19, ✉ 11, Wohn: Bergedorf <box>915 247 1192 276</box>
directory-entry: — Wwe., Maria, Borgfelder Allee 2, ✉ 26 <box>322 1227 575 1242</box>
directory-entry: — Arthur, Spark.-Ang., Saling 4, ✉ 26 <box>618 886 851 901</box>
directory-entry: Hipp, Frl. A., Alfredstr. 3, Nr. 9, ✉ 26 <box>915 1454 1145 1469</box>
directory-entry: — Willi, Reg.-Insp., Redingskamp 11, ✉ Eid <box>618 645 887 660</box>
directory-entry: Hipauf — <box>915 1412 974 1427</box>
directory-entry: — Wilh., Beamt. a. D., Kohlgarten 12 <box>1212 545 1440 560</box>
directory-entry: — F. O., Postsch. a. D., Probsteier Str. 14 <box>322 332 574 347</box>
directory-entry: — J., Expedient, Landwehrdamm 10, ✉ 23 <box>322 1014 582 1029</box>
directory-entry: — Ernst, Schuhm., Rotenbaumchaussee 101/103, H. 4, ✉ 13 <box>915 1114 1163 1143</box>
directory-entry: — Karl, Telegr.-Arbtr., Frankenstr. 37 <box>322 1114 552 1128</box>
directory-entry: — Max, Kapitän, Allee 104, ✉ Alt <box>915 1213 1120 1228</box>
directory-entry: — Wwe., Luise, Lazerstr. 56, ✉ Alt <box>322 1185 535 1200</box>
directory-entry: — Otto, Bankang., Landwehrplatz 1 <box>915 276 1137 291</box>
directory-entry: — Heinr., Straßb.-Schaffn., Drosselstr. 34 <box>322 702 578 717</box>
directory-entry: — Frau M., Arbtr., Eichholz 46, ✉ 11 <box>1212 531 1439 546</box>
directory-entry: — Wwe., Marie, Eidelstedter Weg 59, ✉ 19 <box>322 1256 588 1271</box>
directory-entry: ⊙ Kurt Hippel, Drogerie, 59 89 44, Fuhlsbüttler Str. 464, ✉ 33, Wohn: 588, ✉ Fu <box>915 1710 1184 1753</box>
directory-entry: — Wilh., Feuerwehrm., St. Benedictstr. 18 <box>618 432 880 447</box>
directory-entry: — Karl, Arbtr., Thüringerstr. 66, ✉ 1 <box>322 1128 547 1143</box>
directory-entry: — Wwe., Paul, Dehnhaide 7, ✉ 22 <box>322 1540 530 1555</box>
directory-entry: — Herm., Tischler, Rellinger Str. 25, ✉ 19 <box>322 986 581 1001</box>
directory-entry: — Herm., Kaufm., 59 76 20, Rathsmühlendamm 76, ✉ Fu <box>322 829 510 859</box>
directory-entry: — Ulrich, techn. Ang., Danziger Str. 7, ✉ 1 <box>915 1071 1180 1086</box>
bleed-through-bold: Bleed Through <box>56 690 121 1100</box>
directory-entry: — Ludw., Maschinenbaut., Weidestr. 143 <box>322 1170 574 1185</box>
directory-entry: — Paul, Kelln., Marschnerstr. 34, H. 3 <box>915 290 1150 305</box>
